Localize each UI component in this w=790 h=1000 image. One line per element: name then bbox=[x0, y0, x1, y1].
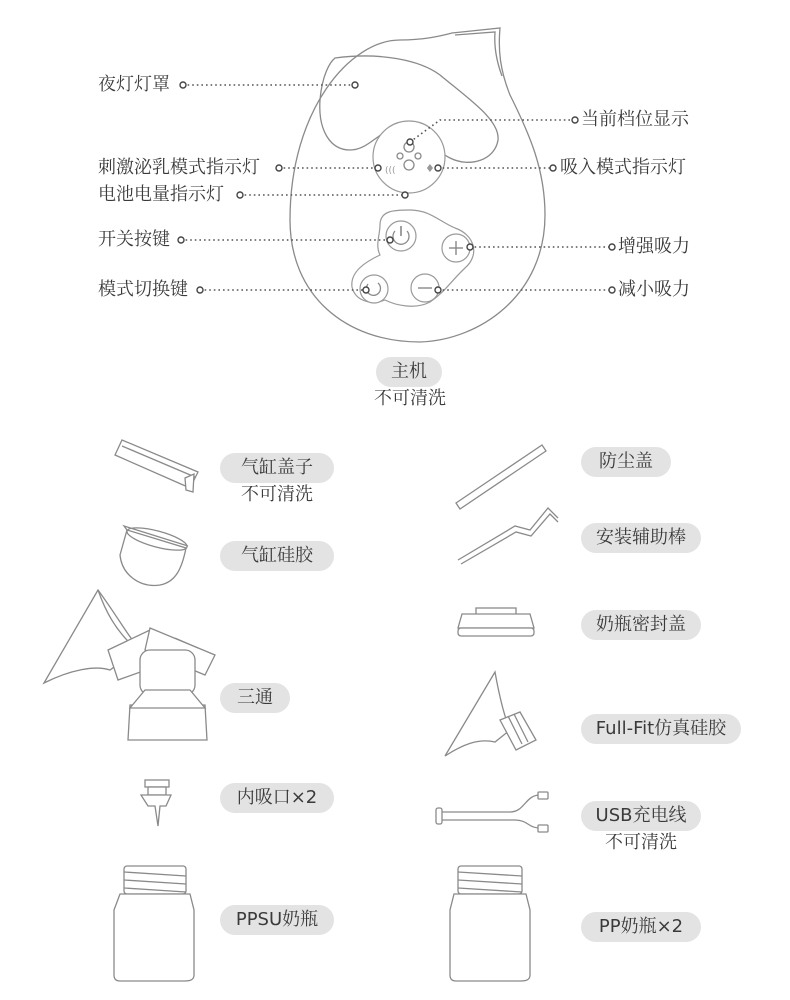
host-unit-note: 不可清洗 bbox=[374, 388, 446, 409]
part-tee-connector: 三通 bbox=[220, 683, 290, 713]
part-bottle-seal-cap: 奶瓶密封盖 bbox=[581, 610, 701, 640]
ppsu-bottle-illustration bbox=[114, 866, 194, 981]
part-cylinder-lid: 气缸盖子 bbox=[220, 453, 334, 483]
install-rod-illustration bbox=[458, 508, 558, 564]
pp-bottle-illustration bbox=[450, 866, 530, 981]
part-full-fit-silicone: Full-Fit仿真硅胶 bbox=[581, 714, 741, 744]
svg-text:♦: ♦ bbox=[425, 162, 435, 175]
svg-text:(((: ((( bbox=[385, 166, 396, 176]
label-power-button: 开关按键 bbox=[98, 229, 170, 250]
label-increase-suction: 增强吸力 bbox=[618, 236, 690, 257]
label-mode-switch-button: 模式切换键 bbox=[98, 279, 188, 300]
cylinder-silicone-illustration bbox=[120, 523, 189, 585]
label-battery-indicator: 电池电量指示灯 bbox=[98, 184, 224, 205]
label-night-light-cover: 夜灯灯罩 bbox=[98, 74, 170, 95]
label-suction-mode-indicator: 吸入模式指示灯 bbox=[560, 157, 686, 178]
part-install-rod: 安装辅助棒 bbox=[581, 523, 701, 553]
part-usb-cable: USB充电线 bbox=[581, 801, 701, 831]
pump-host-illustration bbox=[290, 28, 545, 342]
part-pp-bottle: PP奶瓶×2 bbox=[581, 912, 701, 942]
part-cylinder-silicone: 气缸硅胶 bbox=[220, 541, 334, 571]
inner-valve-illustration bbox=[141, 780, 171, 826]
cylinder-lid-illustration bbox=[115, 440, 198, 492]
part-cylinder-lid-note: 不可清洗 bbox=[241, 484, 313, 505]
host-unit-pill: 主机 bbox=[376, 357, 442, 387]
tee-connector-illustration bbox=[44, 590, 215, 740]
part-usb-cable-note: 不可清洗 bbox=[605, 832, 677, 853]
part-ppsu-bottle: PPSU奶瓶 bbox=[220, 905, 334, 935]
label-stimulation-mode-indicator: 刺激泌乳模式指示灯 bbox=[98, 157, 260, 178]
label-decrease-suction: 减小吸力 bbox=[618, 279, 690, 300]
part-dust-cover: 防尘盖 bbox=[581, 447, 671, 477]
dust-cover-illustration bbox=[456, 445, 546, 509]
bottle-seal-cap-illustration bbox=[458, 608, 534, 636]
label-current-level-display: 当前档位显示 bbox=[581, 109, 689, 130]
usb-cable-illustration bbox=[436, 792, 548, 832]
part-inner-valve: 内吸口×2 bbox=[220, 783, 334, 813]
full-fit-silicone-illustration bbox=[445, 672, 536, 756]
